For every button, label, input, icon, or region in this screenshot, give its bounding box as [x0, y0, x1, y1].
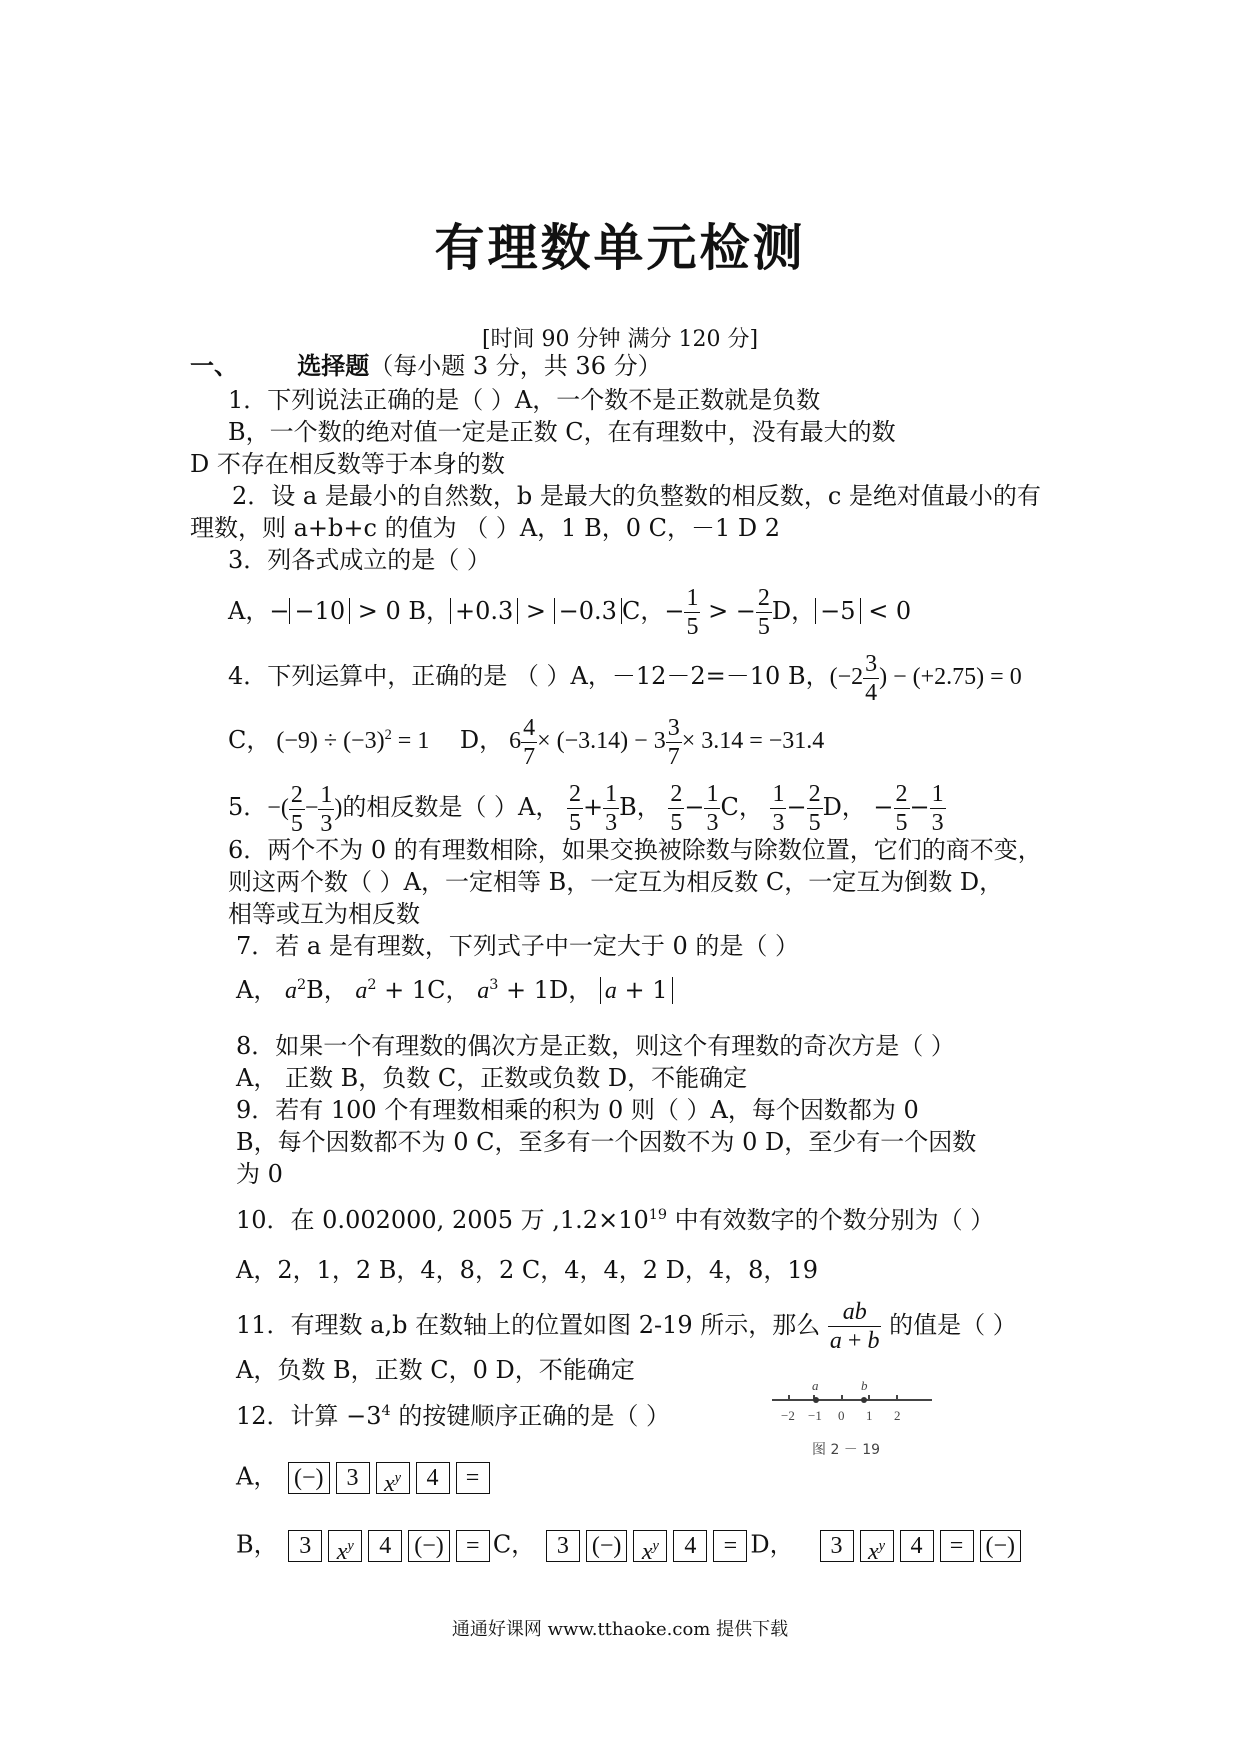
- tick-label: 1: [866, 1408, 873, 1423]
- q4-option-d-label: D，: [459, 726, 504, 755]
- q12-option-a: [236, 1462, 493, 1497]
- four-key: 4: [673, 1530, 707, 1562]
- tick-label: 2: [894, 1408, 901, 1423]
- q12-options-bcd: [236, 1530, 1024, 1565]
- q10-exponent: 19: [648, 1207, 668, 1223]
- q2-line-1: 2．设 a 是最小的自然数，b 是最大的负整数的相反数，c 是绝对值最小的有: [232, 482, 1041, 510]
- q12-exponent: 4: [381, 1403, 391, 1419]
- q6-line-1: 6．两个不为 0 的有理数相除，如果交换被除数与除数位置，它们的商不变，: [228, 836, 1042, 864]
- tick-label: 0: [838, 1408, 845, 1423]
- page-footer: 通通好课网 www.tthaoke.com 提供下载: [451, 1619, 789, 1640]
- q12-option-d-label: D，: [750, 1530, 794, 1559]
- negative-key: (−): [586, 1530, 628, 1562]
- q12-text-b: 的按键顺序正确的是（ ）: [390, 1402, 670, 1430]
- q3-line-1: 3．列各式成立的是（ ）: [228, 546, 491, 574]
- q1-line-3: D 不存在相反数等于本身的数: [190, 450, 505, 478]
- q4-line-1: 4．下列运算中，正确的是 （ ）A，－12－2=－10 B，(−2 $\frac{3}{4}$ ) − (+2.75) = 0: [228, 651, 1022, 706]
- section-heading: [190, 352, 662, 381]
- q10-options: A，2，1，2 B，4，8，2 C，4，4，2 D，4，8，19: [236, 1256, 818, 1284]
- three-key: 3: [288, 1530, 322, 1562]
- page-title: 有理数单元检测: [434, 218, 806, 277]
- power-key: $x^y$: [633, 1530, 667, 1562]
- q12-line-1: [236, 1402, 670, 1431]
- q4-option-c-label: C，: [228, 726, 271, 755]
- point-b-label: b: [861, 1378, 868, 1393]
- q10-text-b: 中有效数字的个数分别为（ ）: [667, 1206, 995, 1234]
- q8-line-1: 8．如果一个有理数的偶次方是正数，则这个有理数的奇次方是（ ）: [236, 1032, 955, 1060]
- q4-line-2: C， $(-9) \div (-3)^2 = 1$ D， 6 $\frac{4}{7}$ × (−3.14) − 3 $\frac{3}{7}$ × 3.14 = −31.4: [228, 715, 825, 770]
- tick-label: −2: [781, 1408, 795, 1423]
- q3-options: A，− −10 > 0 B， +0.3 > −0.3 C，− $\frac{1}{5}$ > − $\frac{2}{5}$ D， −5 < 0: [228, 585, 912, 640]
- q10-line-1: [236, 1206, 994, 1235]
- q7-line-1: 7．若 a 是有理数，下列式子中一定大于 0 的是（ ）: [236, 932, 799, 960]
- q12-option-c-label: C，: [492, 1530, 536, 1559]
- point-a: [813, 1397, 819, 1403]
- q9-line-3: 为 0: [236, 1160, 283, 1188]
- power-key: $x^y$: [328, 1530, 362, 1562]
- q8-line-2: A， 正数 B，负数 C，正数或负数 D，不能确定: [236, 1064, 748, 1092]
- q10-text-a: 10．在 0.002000, 2005 万 ,1.2×10: [236, 1206, 649, 1234]
- point-b: [861, 1397, 867, 1403]
- q6-line-2: 则这两个数（ ）A，一定相等 B，一定互为相反数 C，一定互为倒数 D，: [228, 868, 1004, 896]
- tick-label: −1: [808, 1408, 822, 1423]
- point-a-label: a: [812, 1378, 819, 1393]
- q9-line-2: B，每个因数都不为 0 C，至多有一个因数不为 0 D，至少有一个因数: [236, 1128, 977, 1156]
- number-line-figure: [772, 1370, 942, 1466]
- q1-line-1: 1．下列说法正确的是（ ）A，一个数不是正数就是负数: [228, 386, 821, 414]
- q5-text: 的相反数是（ ）A，: [342, 793, 560, 821]
- power-key: $x^y$: [376, 1462, 410, 1494]
- four-key: 4: [416, 1462, 450, 1494]
- four-key: 4: [368, 1530, 402, 1562]
- section-number: 一、: [190, 351, 238, 380]
- q11-line-1: 11．有理数 a,b 在数轴上的位置如图 2-19 所示，那么 $\frac{ab}{a + b}$ 的值是（ ）: [236, 1299, 1017, 1354]
- equals-key: =: [713, 1530, 747, 1562]
- power-key: $x^y$: [860, 1530, 894, 1562]
- q11-text-b: 的值是（ ）: [889, 1311, 1017, 1339]
- three-key: 3: [820, 1530, 854, 1562]
- section-note: （每小题 3 分，共 36 分）: [369, 352, 662, 380]
- q2-line-2: 理数，则 a+b+c 的值为 （ ）A，1 B，0 C，－1 D 2: [190, 514, 781, 542]
- exam-info: [时间 90 分钟 满分 120 分]: [481, 327, 759, 352]
- q1-line-2: B，一个数的绝对值一定是正数 C，在有理数中，没有最大的数: [228, 418, 896, 446]
- q4-line-1-text: 4．下列运算中，正确的是 （ ）A，－12－2=－10 B，: [228, 662, 830, 691]
- equals-key: =: [940, 1530, 974, 1562]
- q12-option-a-label: A，: [236, 1462, 278, 1491]
- q11-text-a: 11．有理数 a,b 在数轴上的位置如图 2-19 所示，那么: [236, 1311, 821, 1339]
- negative-key: (−): [980, 1530, 1022, 1562]
- equals-key: =: [456, 1530, 490, 1562]
- q12-text-a: 12．计算 −3: [236, 1402, 382, 1430]
- section-title: 选择题: [297, 351, 370, 380]
- equals-key: =: [456, 1462, 490, 1494]
- number-line-svg: [772, 1370, 942, 1460]
- three-key: 3: [336, 1462, 370, 1494]
- four-key: 4: [900, 1530, 934, 1562]
- q5-line: 5．−( $\frac{2}{5}$ − $\frac{1}{3}$ )的相反数是（ ）A， $\frac{2}{5}$ + $\frac{1}{3}$ B， $\frac{2}{5}$ − $\frac{1}{3}$ C， $\frac{1}{3}$ − $\frac{2}{5}$ D， − $\frac{2}{5}$ − $\frac{1}{3}$: [228, 781, 944, 837]
- q12-option-b-label: B，: [236, 1530, 278, 1559]
- q6-line-3: 相等或互为相反数: [228, 900, 420, 928]
- q11-options: A，负数 B，正数 C，0 D，不能确定: [236, 1356, 635, 1384]
- q9-line-1: 9．若有 100 个有理数相乘的积为 0 则（ ）A，每个因数都为 0: [236, 1096, 919, 1124]
- q5-number: 5．: [228, 793, 268, 821]
- three-key: 3: [546, 1530, 580, 1562]
- figure-caption: 图 2 － 19: [812, 1442, 881, 1458]
- negative-key: (−): [408, 1530, 450, 1562]
- q7-options: A， $a^2B$， $a^2 + 1C$， $a^3 + 1D$， a + 1: [236, 976, 673, 1006]
- negative-key: (−): [288, 1462, 330, 1494]
